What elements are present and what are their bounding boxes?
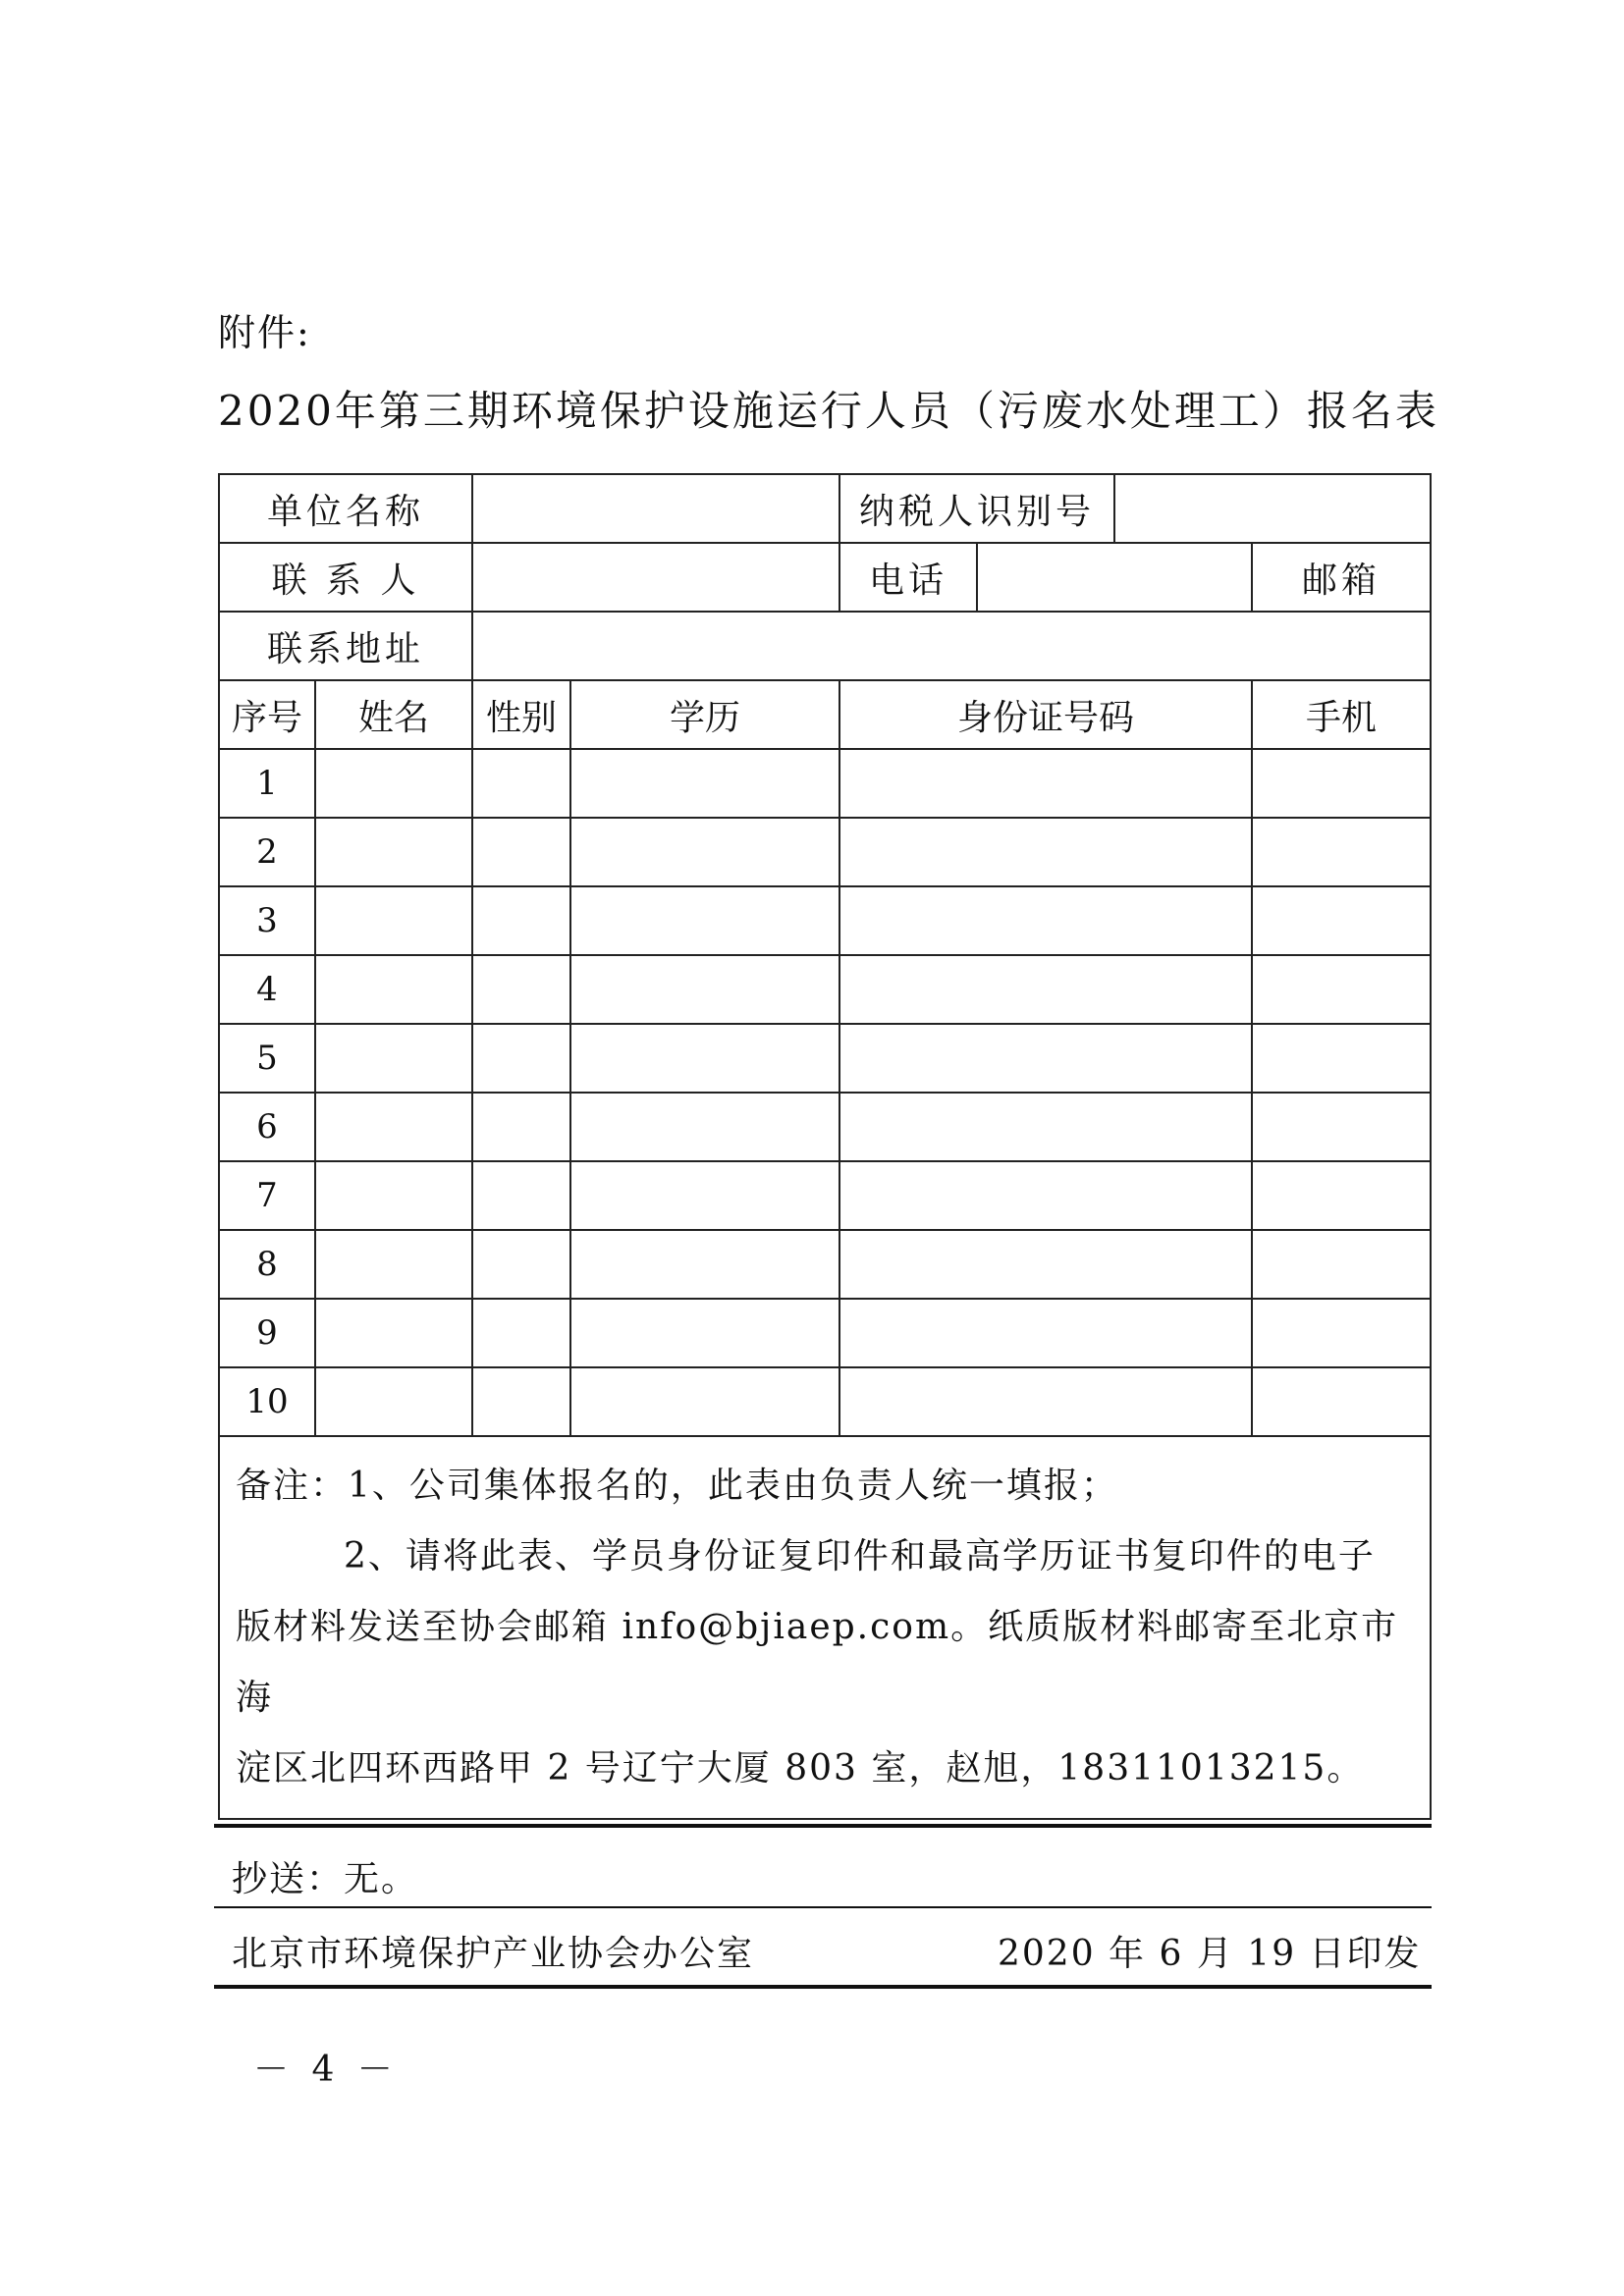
- unit-name-field[interactable]: [472, 474, 839, 543]
- education-cell[interactable]: [570, 1299, 839, 1367]
- mobile-cell[interactable]: [1252, 1299, 1431, 1367]
- table-row: [219, 1230, 1431, 1299]
- education-cell[interactable]: [570, 1161, 839, 1230]
- mobile-cell[interactable]: [1252, 955, 1431, 1024]
- name-cell[interactable]: [315, 1024, 472, 1093]
- gender-cell[interactable]: [472, 886, 570, 955]
- taxpayer-id-field[interactable]: [1114, 474, 1431, 543]
- phone-label: 电话: [839, 543, 977, 612]
- row-index: 10: [219, 1367, 315, 1436]
- note-line-3: 版材料发送至协会邮箱 info@bjiaep.com。纸质版材料邮寄至北京市海: [236, 1607, 1399, 1718]
- table-row: [219, 1093, 1431, 1161]
- gender-cell[interactable]: [472, 1299, 570, 1367]
- phone-field[interactable]: [977, 543, 1252, 612]
- name-cell[interactable]: [315, 955, 472, 1024]
- col-header-gender: 性别: [472, 680, 570, 749]
- name-cell[interactable]: [315, 886, 472, 955]
- footer-top-rule: [214, 1824, 1432, 1828]
- row-index: 4: [219, 955, 315, 1024]
- mobile-cell[interactable]: [1252, 1230, 1431, 1299]
- issuer: 北京市环境保护产业协会办公室: [232, 1934, 755, 1974]
- registration-form-table: [218, 473, 1432, 1820]
- gender-cell[interactable]: [472, 1230, 570, 1299]
- row-index: 3: [219, 886, 315, 955]
- gender-cell[interactable]: [472, 955, 570, 1024]
- row-index: 1: [219, 749, 315, 818]
- id-number-cell[interactable]: [839, 749, 1252, 818]
- gender-cell[interactable]: [472, 749, 570, 818]
- row-index: 5: [219, 1024, 315, 1093]
- contact-person-label: 联 系 人: [219, 543, 472, 612]
- mobile-cell[interactable]: [1252, 1161, 1431, 1230]
- address-row: [219, 612, 1431, 680]
- education-cell[interactable]: [570, 1367, 839, 1436]
- table-row: [219, 749, 1431, 818]
- gender-cell[interactable]: [472, 1161, 570, 1230]
- table-row: [219, 818, 1431, 886]
- address-label: 联系地址: [219, 612, 472, 680]
- name-cell[interactable]: [315, 1161, 472, 1230]
- id-number-cell[interactable]: [839, 1367, 1252, 1436]
- table-row: [219, 1299, 1431, 1367]
- footer-middle-rule: [214, 1906, 1432, 1908]
- note-line-2: 2、请将此表、学员身份证复印件和最高学历证书复印件的电子: [344, 1536, 1376, 1576]
- id-number-cell[interactable]: [839, 955, 1252, 1024]
- mobile-cell[interactable]: [1252, 818, 1431, 886]
- education-cell[interactable]: [570, 749, 839, 818]
- id-number-cell[interactable]: [839, 818, 1252, 886]
- row-index: 7: [219, 1161, 315, 1230]
- name-cell[interactable]: [315, 1367, 472, 1436]
- note-line-4: 淀区北四环西路甲 2 号辽宁大厦 803 室，赵旭，18311013215。: [236, 1748, 1365, 1789]
- table-row: [219, 1161, 1431, 1230]
- col-header-mobile: 手机: [1252, 680, 1431, 749]
- row-index: 6: [219, 1093, 315, 1161]
- row-index: 2: [219, 818, 315, 886]
- mobile-cell[interactable]: [1252, 1093, 1431, 1161]
- table-row: [219, 886, 1431, 955]
- table-row: [219, 955, 1431, 1024]
- mobile-cell[interactable]: [1252, 886, 1431, 955]
- education-cell[interactable]: [570, 1230, 839, 1299]
- row-index: 8: [219, 1230, 315, 1299]
- column-header-row: [219, 680, 1431, 749]
- education-cell[interactable]: [570, 1024, 839, 1093]
- education-cell[interactable]: [570, 886, 839, 955]
- form-title: 2020年第三期环境保护设施运行人员（污废水处理工）报名表: [218, 387, 1439, 435]
- id-number-cell[interactable]: [839, 1161, 1252, 1230]
- note-line-1: 备注：1、公司集体报名的，此表由负责人统一填报；: [236, 1466, 1118, 1506]
- id-number-cell[interactable]: [839, 1093, 1252, 1161]
- name-cell[interactable]: [315, 818, 472, 886]
- page-number: － 4 －: [253, 2050, 399, 2090]
- notes-row: [219, 1436, 1431, 1819]
- footer-bottom-rule: [214, 1985, 1432, 1989]
- col-header-id-number: 身份证号码: [839, 680, 1252, 749]
- table-row: [219, 1367, 1431, 1436]
- gender-cell[interactable]: [472, 1367, 570, 1436]
- education-cell[interactable]: [570, 1093, 839, 1161]
- id-number-cell[interactable]: [839, 1299, 1252, 1367]
- name-cell[interactable]: [315, 1230, 472, 1299]
- name-cell[interactable]: [315, 749, 472, 818]
- contact-row: [219, 543, 1431, 612]
- gender-cell[interactable]: [472, 1024, 570, 1093]
- mobile-cell[interactable]: [1252, 749, 1431, 818]
- id-number-cell[interactable]: [839, 1024, 1252, 1093]
- email-label: 邮箱: [1252, 543, 1431, 612]
- taxpayer-id-label: 纳税人识别号: [839, 474, 1114, 543]
- id-number-cell[interactable]: [839, 886, 1252, 955]
- gender-cell[interactable]: [472, 1093, 570, 1161]
- contact-person-field[interactable]: [472, 543, 839, 612]
- address-field[interactable]: [472, 612, 1431, 680]
- attachment-label: 附件:: [218, 311, 311, 354]
- cc-line: 抄送：无。: [232, 1859, 419, 1899]
- col-header-index: 序号: [219, 680, 315, 749]
- unit-name-label: 单位名称: [219, 474, 472, 543]
- unit-row: [219, 474, 1431, 543]
- col-header-name: 姓名: [315, 680, 472, 749]
- entry-rows: [219, 749, 1431, 1436]
- name-cell[interactable]: [315, 1093, 472, 1161]
- row-index: 9: [219, 1299, 315, 1367]
- issue-date: 2020 年 6 月 19 日印发: [998, 1934, 1422, 1974]
- gender-cell[interactable]: [472, 818, 570, 886]
- mobile-cell[interactable]: [1252, 1024, 1431, 1093]
- id-number-cell[interactable]: [839, 1230, 1252, 1299]
- education-cell[interactable]: [570, 818, 839, 886]
- mobile-cell[interactable]: [1252, 1367, 1431, 1436]
- education-cell[interactable]: [570, 955, 839, 1024]
- notes-cell: [219, 1436, 1431, 1819]
- col-header-education: 学历: [570, 680, 839, 749]
- table-row: [219, 1024, 1431, 1093]
- name-cell[interactable]: [315, 1299, 472, 1367]
